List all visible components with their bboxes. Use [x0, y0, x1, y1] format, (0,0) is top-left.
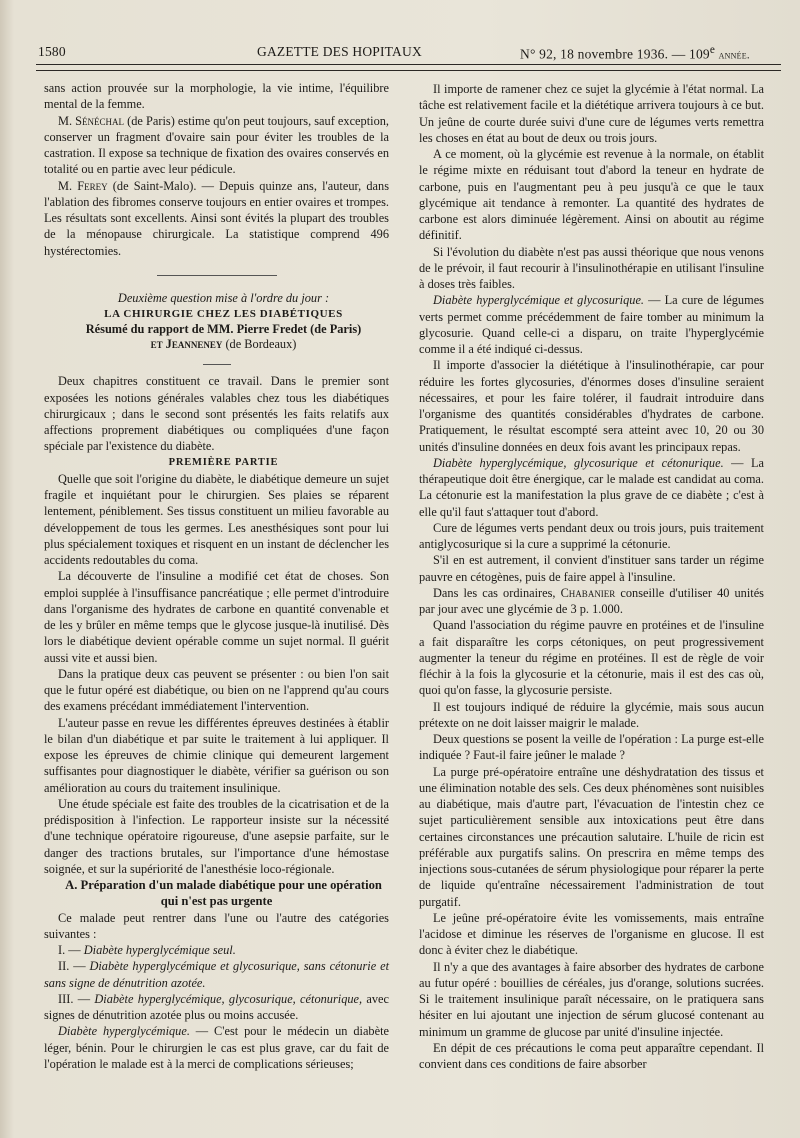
small-divider	[203, 364, 231, 365]
report-line-1: Résumé du rapport de MM. Pierre Fredet (de Paris)	[85, 322, 362, 337]
paragraph: Si l'évolution du diabète n'est pas aussi théorique que nous venons de le prévoir, il faut recourir à l'insulinothérapie en utilisant l'insuline à doses très faibles.	[419, 244, 764, 291]
paragraph: La purge pré-opératoire entraîne une déshydratation des tissus et une élimination notable des sels. Ces deux phénomènes sont nuisibles au diabétique, mais d'autre part, l'évacuation de l'intestin chez ce sujet particulièrement sensible aux intoxications peut être dans certaines circonstances une précaution salutaire. L'huile de ricin est préférable aux purgatifs salins. On prescrira en même temps des injections sous-cutanées de sérum physiologique pour réparer la perte de liquide qu'entraîne nécessairement l'administration de tout purgatif.	[419, 764, 764, 909]
paragraph: Le jeûne pré-opératoire évite les vomissements, mais entraîne l'acidose et diminue les réserves de l'organisme en glucose. Il est donc à éviter chez le diabétique.	[419, 910, 764, 958]
paragraph: Deux chapitres constituent ce travail. Dans le premier sont exposées les notions générales valables chez tous les diabétiques chirurgicaux ; dans le second sont présentés les faits relatifs aux affections proprement diabétiques ou compliquées d'une façon spéciale par l'existence du diabète.	[44, 374, 389, 454]
issue-annee: année.	[718, 47, 750, 62]
paragraph-text: — La cure de légumes verts permet comme précédemment de faire tomber au minimum la glycosurie. Quand celle-ci a disparu, on traite l'hyperglycémie comme il a été indiqué ci-dessus.	[419, 293, 764, 356]
paragraph: Cure de légumes verts pendant deux ou trois jours, puis traitement antiglycosurique si la cure a supprimé la cétonurie.	[419, 520, 764, 551]
author-name: et Jeanneney	[150, 337, 223, 352]
paragraph: Deux questions se posent la veille de l'opération : La purge est-elle indiquée ? Faut-il faire jeûner le malade ?	[419, 732, 764, 763]
list-item	[44, 991, 389, 1024]
paragraph	[419, 585, 764, 618]
paragraph: Il importe de ramener chez ce sujet la glycémie à l'état normal. La tâche est relativement facile et la diététique arrivera toujours à ce but. Un jeûne de courte durée suivi d'une cure de légumes verts remettra les choses en état au bout de deux ou trois jours.	[419, 82, 764, 145]
section-divider	[157, 275, 277, 276]
section-heading: A. Préparation d'un malade diabétique pour une opération qui n'est pas urgente	[65, 878, 382, 909]
report-line-2	[44, 337, 389, 352]
paragraph-text: — La thérapeutique doit être énergique, car le malade est candidat au coma. La cétonurie est la manifestation la plus grave de ce diabète ; c'est à elle qu'il faut s'attaquer tout d'abord.	[419, 455, 764, 519]
paragraph: Il importe d'associer la diététique à l'insulinothérapie, car pour réduire les fortes glycosuries, d'énormes doses d'insuline seraient nécessaires, et pour les faire tolérer, il faudrait introduire dans l'organisme des quantités considérables d'hydrates de carbone. Pratiquement, le résultat escompté sera atteint avec 10, 20 ou 30 unités d'insuline données en deux fois avant les principaux repas.	[419, 358, 764, 454]
header-rule-bottom	[36, 70, 781, 71]
list-item	[44, 942, 389, 958]
paragraph: Dans la pratique deux cas peuvent se présenter : ou bien l'on sait que le futur opéré est diabétique, ou bien on ne l'apprend qu'au cours des examens précédant immédiatement l'intervention.	[44, 666, 389, 714]
list-number: II. —	[58, 959, 90, 974]
report-line-2-text: (de Bordeaux)	[222, 337, 297, 352]
header-rule-top	[36, 64, 781, 65]
list-text: Diabète hyperglycémique, glycosurique, cétonurique,	[94, 991, 363, 1006]
paragraph	[419, 292, 764, 357]
right-column	[419, 81, 764, 1072]
paragraph-lead: Diabète hyperglycémique, glycosurique et cétonurique.	[433, 455, 724, 470]
paragraph-text: (de Saint-Malo). — Depuis quinze ans, l'auteur, dans l'ablation des fibromes conserve toujours en entier ovaires et trompes. Les résultats sont excellents. Ainsi sont évités la plupart des troubles de la ménopause chirurgicale. La statistique comprend 496 hystérectomies.	[44, 178, 390, 258]
journal-title: GAZETTE DES HOPITAUX	[257, 44, 422, 59]
paragraph: Il est toujours indiqué de réduire la glycémie, mais sous aucun prétexte on ne doit laisser maigrir le malade.	[419, 699, 764, 730]
author-name: M. Sénéchal	[58, 113, 125, 128]
paragraph	[419, 455, 764, 520]
list-number: III. —	[58, 991, 95, 1006]
paragraph: La découverte de l'insuline a modifié cet état de choses. Son emploi supplée à l'insuffisance pancréatique ; elle permet d'introduire dans l'organisme des hydrates de carbone en quantité convenable et de les y brûler en même temps que le glycose jusque-là inutilisé. Dès lors le diabétique devient opérable comme un sujet normal. Il guérit aussi vite et aussi bien.	[44, 569, 389, 665]
paragraph: Il n'y a que des avantages à faire absorber des hydrates de carbone au futur opéré : bouillies de céréales, jus d'orange, solutions sucrées. Si le traitement insulinique paraît nécessaire, on le pratiquera sans hésiter en lui ajoutant une injection de sérum glucosé contenant au minimum un gramme de glucose par unité d'insuline injectée.	[419, 959, 764, 1039]
paragraph-lead: Diabète hyperglycémique et glycosurique.	[433, 293, 645, 308]
running-header	[38, 40, 783, 62]
left-column	[44, 80, 389, 1072]
list-text-rest: avec signes de dénutrition azotée plus ou moins accusée.	[44, 991, 390, 1022]
list-text: Diabète hyperglycémique seul.	[83, 943, 236, 957]
paragraph	[44, 1023, 389, 1072]
paragraph: Une étude spéciale est faite des troubles de la cicatrisation et de la prédisposition à l'infection. Le rapporteur insiste sur la nécessité d'une technique opératoire rigoureuse, d'une asepsie parfaite, sur le danger des tractions brutales, sur l'importance d'une hémostase soignée, et sur la supériorité de l'anesthésie loco-régionale.	[44, 796, 389, 876]
list-number: I. —	[58, 943, 84, 957]
issue-date: N° 92, 18 novembre 1936. — 109	[520, 46, 710, 62]
paragraph: S'il en est autrement, il convient d'instituer sans tarder un régime pauvre en cétogènes, puis de faire appel à l'insuline.	[419, 553, 764, 584]
paragraph: sans action prouvée sur la morphologie, la vie intime, l'équilibre mental de la femme.	[44, 81, 389, 112]
paragraph-lead: Diabète hyperglycémique.	[58, 1024, 190, 1039]
paragraph	[44, 113, 389, 178]
paragraph: Ce malade peut rentrer dans l'une ou l'autre des catégories suivantes :	[44, 910, 389, 941]
author-name: M. Ferey	[58, 178, 108, 193]
issue-sup: e	[709, 44, 716, 56]
author-name: Chabanier	[560, 585, 616, 600]
paragraph-text: (de Paris) estime qu'on peut toujours, sauf exception, conserver un fragment d'ovaire sain pour éviter les troubles de la castration. Il expose sa technique de fixation des ovaires conservés en totalité ou en partie avec leur pédicule.	[44, 113, 389, 177]
paragraph: Quand l'association du régime pauvre en protéines et de l'insuline a fait disparaître les corps cétoniques, on peut progressivement augmenter la teneur du régime en protéines. Il est de règle de voir fléchir à la fois la glycosurie et la cétonurie, mais il est des cas où, quoi qu'on fasse, la glycosurie persiste.	[419, 618, 764, 698]
page-number: 1580	[38, 44, 66, 59]
question-subject: LA CHIRURGIE CHEZ LES DIABÉTIQUES	[104, 308, 343, 320]
list-text: Diabète hyperglycémique et glycosurique, sans cétonurie et sans signe de dénutrition azotée.	[44, 959, 389, 990]
paragraph: A ce moment, où la glycémie est revenue à la normale, on établit le régime mixte en réduisant tout d'abord la teneur en hydrate de carbone, puis en l'augmentant peu à peu jusqu'à ce que le taux glycémique ait tendance à remonter. La quantité des hydrates de carbone est alors diminuée légèrement. Ainsi on aboutit au régime définitif.	[419, 147, 764, 243]
issue-info	[520, 44, 750, 63]
paragraph-text: — C'est pour le médecin un diabète léger, bénin. Pour le chirurgien le cas est plus grave, car du fait de l'opération le malade est à la merci de complications sérieuses;	[44, 1024, 389, 1071]
paragraph: Quelle que soit l'origine du diabète, le diabétique demeure un sujet fragile et inquiétant pour le chirurgien. Ses plaies se réparent lentement, péniblement. Ses tissus constituent un milieu favorable au développement de tous les germes. Les anesthésiques sont pour lui plus spécialement toxiques et risquent en un instant de déclencher les accidents redoutables du coma.	[44, 471, 389, 567]
paragraph: En dépit de ces précautions le coma peut apparaître cependant. Il convient dans ces conditions de faire absorber	[419, 1040, 764, 1071]
paragraph	[44, 178, 389, 259]
question-title: Deuxième question mise à l'ordre du jour :	[117, 290, 330, 305]
list-item	[44, 958, 389, 991]
part-title: PREMIÈRE PARTIE	[168, 456, 279, 468]
paragraph: L'auteur passe en revue les différentes épreuves destinées à établir le bilan d'un diabétique et par suite le traitement à lui appliquer. Il expose les épreuves de chimie clinique qui demeurent largement suffisantes pour diagnostiquer le diabète, vérifier sa guérison ou son amélioration au cours du traitement insulinique.	[44, 715, 389, 795]
paragraph-text: conseille d'utiliser 40 unités par jour avec une glycémie de 3 p. 1.000.	[419, 585, 764, 616]
paragraph-text: Dans les cas ordinaires,	[433, 585, 561, 600]
